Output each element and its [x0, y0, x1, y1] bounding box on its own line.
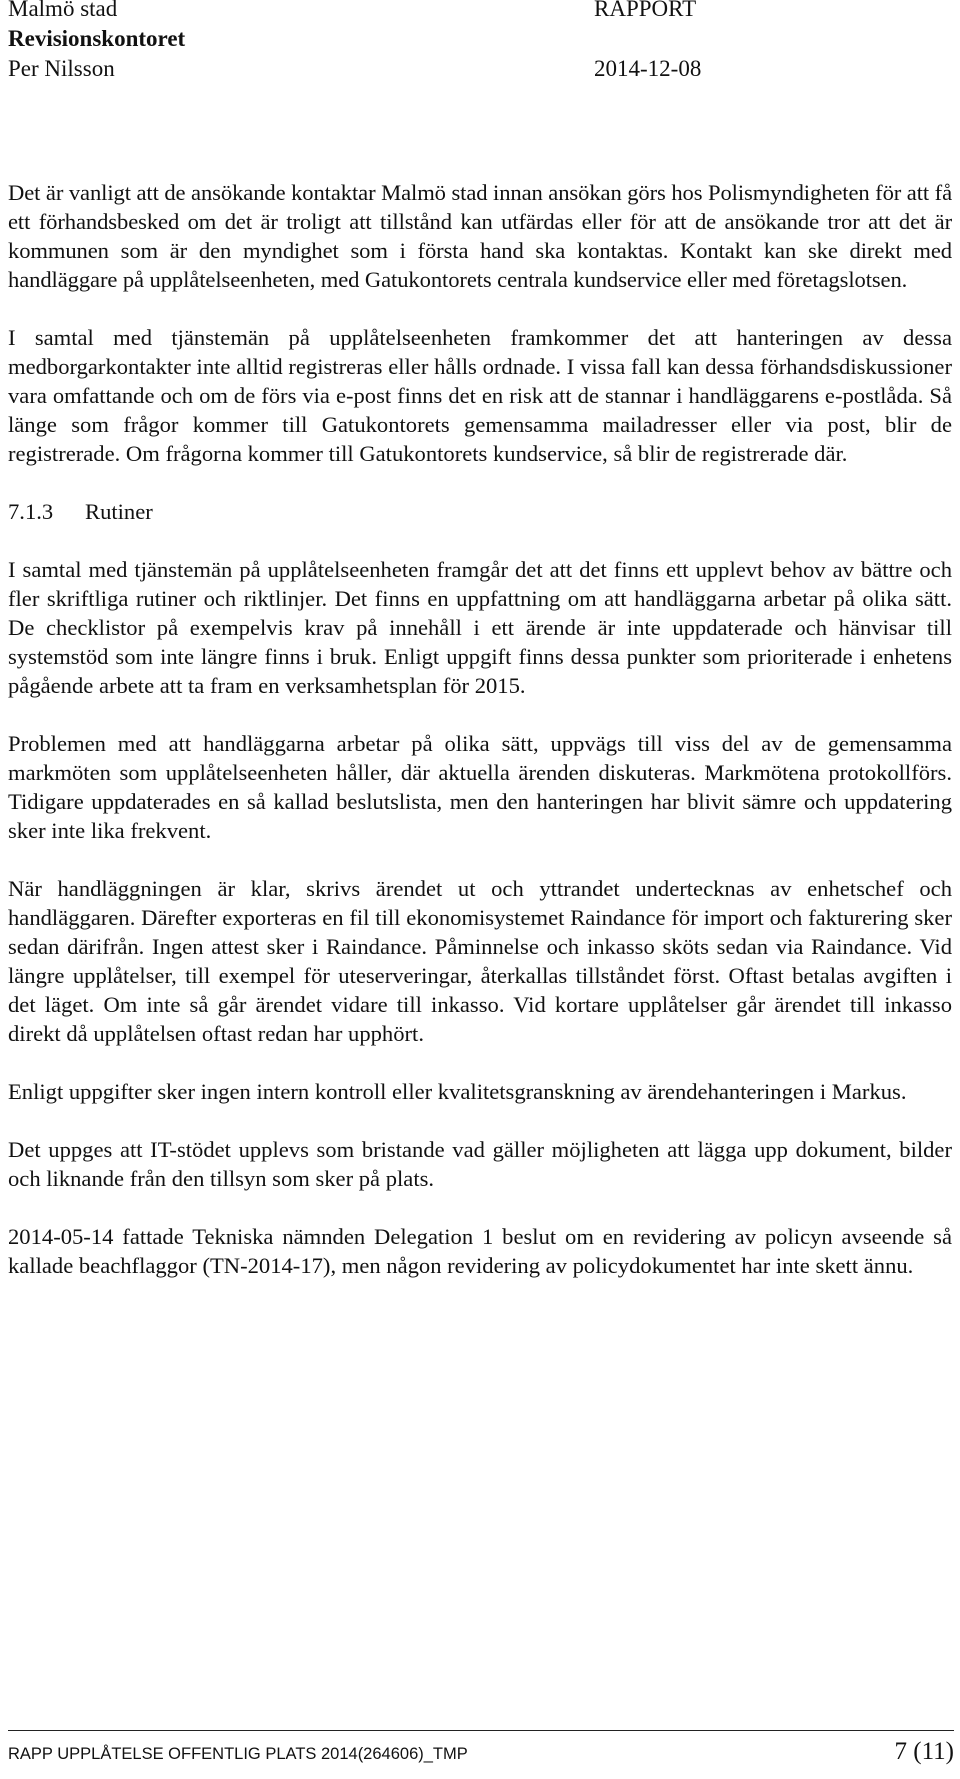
- department-name: Revisionskontoret: [8, 26, 186, 51]
- page-footer: [8, 1738, 954, 1766]
- paragraph-internal-control: Enligt uppgifter sker ingen intern kontroll eller kvalitetsgranskning av ärendehanteringen i Markus.: [8, 1079, 907, 1104]
- organization-name: Malmö stad: [8, 0, 118, 21]
- paragraph-policy: 2014-05-14 fattade Tekniska nämnden Delegation 1 beslut om en revidering av policyn avseende så kallade beachflaggor (TN-2014-17), men någon revidering av policydokumentet har inte skett ännu.: [8, 1224, 952, 1278]
- document-type: RAPPORT: [594, 0, 697, 21]
- header-row-3: [8, 54, 754, 84]
- paragraph-registration: I samtal med tjänstemän på upplåtelseenheten framkommer det att hanteringen av dessa medborgarkontakter inte alltid registreras eller hålls ordnade. I vissa fall kan dessa förhandsdiskussioner vara omfattande och om de förs via e-post finns det en risk att de stannar i handläggarens e-postlåda. Så länge som frågor kommer till Gatukontorets gemensamma mailadresser eller via post, blir de registrerade. Om frågorna kommer till Gatukontorets kundservice, så blir de registrerade där.: [8, 325, 952, 466]
- header-row-1: [8, 0, 754, 24]
- paragraph-it-support: Det uppges att IT-stödet upplevs som bristande vad gäller möjligheten att lägga upp dokument, bilder och liknande från den tillsyn som sker på plats.: [8, 1137, 952, 1191]
- paragraph-meetings: Problemen med att handläggarna arbetar på olika sätt, uppvägs till viss del av de gemensamma markmöten som upplåtelseenheten håller, där aktuella ärenden diskuteras. Markmötena protokollförs. Tidigare uppdaterades en så kallad beslutslista, men den hanteringen har blivit sämre och uppdatering sker inte lika frekvent.: [8, 731, 952, 843]
- section-heading: [8, 497, 952, 526]
- paragraph-invoicing: När handläggningen är klar, skrivs ärendet ut och yttrandet undertecknas av enhetschef och handläggaren. Därefter exporteras en fil till ekonomisystemet Raindance för import och fakturering sker sedan därifrån. Ingen attest sker i Raindance. Påminnelse och inkasso sköts sedan via Raindance. Vid längre upplåtelser, till exempel för uteserveringar, återkallas tillståndet först. Oftast betalas avgiften i det läget. Om inte så går ärendet vidare till inkasso. Vid kortare upplåtelser går ärendet till inkasso direkt då upplåtelsen oftast redan har upphört.: [8, 876, 952, 1046]
- page-number: 7 (11): [894, 1738, 954, 1765]
- document-date: 2014-12-08: [594, 56, 702, 81]
- document-code: RAPP UPPLÅTELSE OFFENTLIG PLATS 2014(264606)_TMP: [8, 1745, 468, 1763]
- author-name: Per Nilsson: [8, 56, 115, 81]
- section-number: 7.1.3: [8, 499, 54, 524]
- page-header: [8, 0, 754, 84]
- footer-divider: [8, 1730, 954, 1731]
- paragraph-contact: Det är vanligt att de ansökande kontaktar Malmö stad innan ansökan görs hos Polismyndigheten för att få ett förhandsbesked om det är troligt att tillstånd kan utfärdas eller för att de ansökande tror att det är kommunen som är den myndighet som i första hand ska kontaktas. Kontakt kan ske direkt med handläggare på upplåtelseenheten, med Gatukontorets centrala kundservice eller med företagslotsen.: [8, 180, 952, 292]
- header-row-2: [8, 24, 754, 54]
- section-title: Rutiner: [85, 499, 153, 524]
- document-body: [8, 178, 952, 1309]
- paragraph-routines: I samtal med tjänstemän på upplåtelseenheten framgår det att det finns ett upplevt behov av bättre och fler skriftliga rutiner och riktlinjer. Det finns en uppfattning om att handläggarna arbetar på olika sätt. De checklistor på exempelvis krav på innehåll i ett ärende är inte uppdaterade och hänvisar till systemstöd som inte längre finns i bruk. Enligt uppgift finns dessa punkter som prioriterade i enhetens pågående arbete att ta fram en verksamhetsplan för 2015.: [8, 557, 952, 698]
